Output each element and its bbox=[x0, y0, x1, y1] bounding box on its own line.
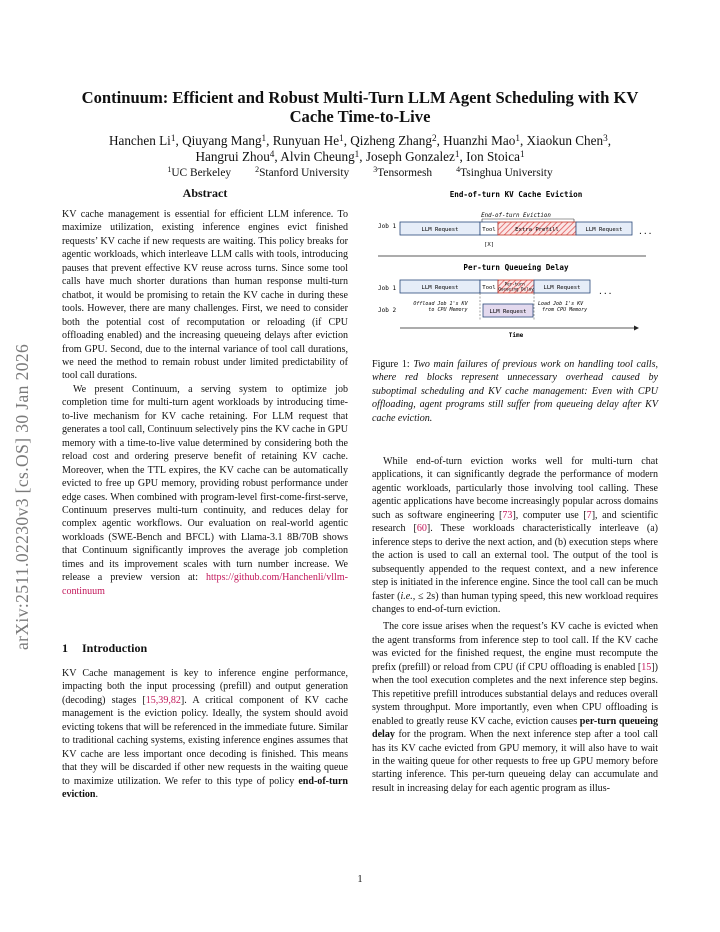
arxiv-identifier: arXiv:2511.02230v3 [cs.OS] 30 Jan 2026 bbox=[12, 343, 32, 650]
llm-request-label: LLM Request bbox=[543, 285, 581, 291]
author-list bbox=[60, 133, 660, 165]
right-text-g: ]) when the tool execution completes and the next inference step begins. This repetitive prefill introduces substantial delays and reduces overall system throughput. More importantly, even when CPU offloading is enabled to greatly reuse KV cache, eviction causes bbox=[372, 661, 658, 727]
page-number: 1 bbox=[357, 874, 363, 885]
right-text-e: ) than human typing speed, this new workload requires changes to end-of-turn eviction. bbox=[372, 590, 659, 615]
figure-1-diagram bbox=[366, 186, 660, 346]
load-note-line-1: Load Job 1's KV bbox=[538, 301, 584, 307]
llm-request-label: LLM Request bbox=[421, 285, 459, 291]
right-text-f: The core issue arises when the request’s KV cache is evicted when the agent transforms from inference step to tool call. If the KV cache was evicted for the finished request, the engine must recompute the prefix (prefill) or reload from CPU (if CPU offloading is enabled [ bbox=[372, 621, 658, 673]
job-1-label-panel-2: Job 1 bbox=[378, 285, 397, 292]
affiliation-marker: 1 bbox=[339, 132, 344, 143]
llm-request-label: LLM Request bbox=[489, 309, 527, 315]
affiliations bbox=[60, 167, 660, 179]
llm-request-label: LLM Request bbox=[585, 227, 623, 233]
affiliation-marker: 1 bbox=[354, 148, 360, 159]
ellipsis: ... bbox=[638, 227, 653, 236]
affiliation: $^1$UC Berkeley bbox=[167, 165, 232, 179]
caption-text: Two main failures of previous work on handling tool calls, where red blocks represent unnecessary overhead caused by suboptimal scheduling and KV cache management: Even with CPU offloading, agent programs still suffer from queueing delay after KV cache eviction. bbox=[372, 359, 658, 424]
right-paragraph-2 bbox=[372, 620, 658, 795]
time-axis-label: Time bbox=[508, 332, 524, 339]
author-name: Qizheng Zhang$^2$ bbox=[350, 132, 437, 148]
right-paragraph-1 bbox=[372, 455, 658, 616]
tool-label: Tool bbox=[482, 227, 496, 233]
offload-note-line-1: Offload Job 1's KV bbox=[413, 301, 468, 307]
tool-label: Tool bbox=[482, 285, 496, 291]
caption-label: Figure 1: bbox=[372, 359, 414, 370]
right-text-d: ]. These workloads characteristically interleave (a) inference steps to derive the next action, and (b) execution steps where the action is used to call an external tool. The output of the tool is subsequently appended to the request context, and a new inference step is initiated in the inference engine. Since the tool call can be much faster ( bbox=[372, 523, 658, 602]
affiliation-marker: 2 bbox=[255, 165, 260, 175]
affiliation: $^3$Tensormesh bbox=[373, 165, 433, 179]
section-title: Introduction bbox=[82, 641, 148, 655]
affiliation: $^2$Stanford University bbox=[255, 165, 350, 179]
extra-prefill-label: Extra Prefill bbox=[515, 227, 559, 233]
affiliation-marker: 1 bbox=[167, 165, 172, 175]
llm-request-label: LLM Request bbox=[421, 227, 459, 233]
right-column-body bbox=[372, 455, 658, 795]
queueing-delay-label-line-1: Per-turn bbox=[504, 281, 525, 287]
intro-text-a: KV Cache management is key to inference engine performance, impacting both the input processing (prefill) and output generation (decoding) stages [ bbox=[62, 668, 348, 706]
author-name: Alvin Cheung$^1$ bbox=[280, 148, 360, 164]
affiliation-marker: 4 bbox=[456, 165, 461, 175]
intro-text-end: . bbox=[95, 789, 98, 801]
section-heading-introduction bbox=[62, 641, 147, 656]
author-name: Joseph Gonzalez$^1$ bbox=[365, 148, 460, 164]
abstract-heading: Abstract bbox=[182, 186, 228, 200]
affiliation-marker: 1 bbox=[515, 132, 520, 143]
figure-1-caption bbox=[372, 358, 658, 425]
author-name: Huanzhi Mao$^1$ bbox=[443, 132, 520, 148]
abstract-paragraph-2 bbox=[62, 383, 348, 598]
right-text-b: ], computer use [ bbox=[512, 509, 587, 521]
citation-link[interactable]: 73 bbox=[502, 509, 513, 521]
abstract-paragraph-2-text: We present Continuum, a serving system to optimize job completion time for multi-turn agent workloads by introducing time-to-live mechanism for KV cache retaining. For LLM request that generates a tool call, Continuum selectively pins the KV cache in GPU memory with a time-to-live value determined by considering both the reload cost and ordering preserve benefit of retaining KV cache. Moreover, when the TTL expires, the KV cache can be automatically evicted to free up GPU memory, providing robust performance under edge cases. When combined with program-level first-come-first-serve, Continuum preserves multi-turn continuity, and reduces delay for complex agentic workflows. Our evaluation on real-world agentic workloads (SWE-Bench and BFCL) with Llama-3.1 8B/70B shows that Continuum significantly improves the average job completion times and its improvement scales with turn number increase. We release a preview version at: bbox=[62, 383, 348, 584]
bold-term: end-of-turn eviction bbox=[62, 775, 348, 801]
right-text-h: for the program. When the next inference step after a tool call has its KV cache evicted from GPU memory, it will also have to wait in the waiting queue for other requests to free up GPU memory before starting inference. This per-turn queueing delay can accumulate and result in increasing delay for each agentic program as illus- bbox=[372, 729, 658, 794]
offload-note-line-2: to CPU Memory bbox=[428, 307, 468, 313]
job-1-label-panel-1: Job 1 bbox=[378, 223, 397, 230]
citation-link[interactable]: 7 bbox=[586, 509, 592, 521]
abstract-paragraph-1: KV cache management is essential for efficient LLM inference. To maximize utilization, existing inference engines evict finished requests’ KV cache if new requests are waiting. This policy breaks for agentic workloads, which interleave LLM calls with tools, introducing pauses that prevent effective KV reuse across turns. Since some tool calls have much shorter durations than human response multi-turn chatbot, it would be promising to retain the KV cache in during these tools. However, there are many challenges. First, we need to consider both the potential cost of recomputation or reloading (if CPU offloading enabled) and the increasing queueing delays after eviction from GPU. Second, due to the internal variance of tool call durations, we need the method to remain robust under limited predictability of tool call durations. bbox=[62, 209, 348, 382]
author-line-1: Hanchen Li$^1$, Qiuyang Mang$^1$, Runyuan He$^1$, Qizheng Zhang$^2$, Huanzhi Mao$^1$, Xiaokun Chen$^3$, bbox=[108, 132, 612, 148]
intro-paragraph-1 bbox=[62, 667, 348, 802]
citation-link[interactable]: 60 bbox=[416, 523, 427, 535]
section-number: 1 bbox=[62, 641, 68, 655]
affiliation-marker: 1 bbox=[261, 132, 267, 143]
affiliation-marker: 3 bbox=[373, 165, 378, 175]
author-name: Hangrui Zhou$^4$ bbox=[195, 148, 275, 164]
load-note-line-2: from CPU Memory bbox=[542, 307, 588, 313]
panel-1-annotation: End-of-turn Eviction bbox=[481, 213, 551, 219]
affiliation-marker: 1 bbox=[454, 148, 460, 159]
load-note bbox=[538, 301, 587, 313]
bold-term: per-turn queueing delay bbox=[372, 715, 658, 741]
panel-1-title: End-of-turn KV Cache Eviction bbox=[449, 190, 583, 199]
intro-text-b: ]. A critical component of KV cache management is the eviction policy. Ideally, the system should avoid evicting tokens that will be referenced in the immediate future. Similar to traditional caching systems, existing inference engines assumes that KV cache are less important once decoding is finished. This means that they will be discarded if other new requests in the waiting queue to maximize utilization. We refer to this type of policy bbox=[62, 694, 348, 787]
math-expression: ≤ 2s bbox=[415, 590, 436, 602]
paper-title: Continuum: Efficient and Robust Multi-Turn LLM Agent Scheduling with KV Cache Time-to-Live bbox=[81, 88, 639, 126]
abstract-body bbox=[62, 208, 348, 598]
x-marker: [X] bbox=[484, 242, 495, 248]
author-name: Hanchen Li$^1$ bbox=[108, 132, 176, 148]
citation-link[interactable]: 15,39,82 bbox=[145, 694, 181, 706]
author-name: Ion Stoica$^1$ bbox=[466, 148, 525, 164]
affiliation-marker: 3 bbox=[603, 132, 608, 143]
ie-abbrev: i.e., bbox=[400, 590, 416, 602]
job-2-label: Job 2 bbox=[378, 307, 397, 314]
panel-2-title: Per-turn Queueing Delay bbox=[463, 263, 569, 272]
author-name: Runyuan He$^1$ bbox=[272, 132, 344, 148]
github-link[interactable]: https://github.com/Hanchenli/vllm-continuum bbox=[62, 572, 348, 597]
ellipsis: ... bbox=[598, 287, 613, 296]
author-line-2: Hangrui Zhou$^4$, Alvin Cheung$^1$, Joseph Gonzalez$^1$, Ion Stoica$^1$ bbox=[195, 148, 525, 164]
affiliation-marker: 2 bbox=[431, 132, 437, 143]
author-name: Xiaokun Chen$^3$ bbox=[526, 132, 608, 148]
citation-link[interactable]: 15 bbox=[641, 661, 652, 673]
offload-note bbox=[413, 301, 470, 313]
right-text-c: ], and scientific research [ bbox=[372, 509, 658, 535]
affiliation-marker: 1 bbox=[519, 148, 525, 159]
queueing-delay-label-line-2: Queueing Delay bbox=[498, 286, 534, 292]
intro-body bbox=[62, 667, 348, 802]
affiliation-marker: 1 bbox=[170, 132, 176, 143]
right-text-a: While end-of-turn eviction works well for multi-turn chat applications, it can significantly degrade the performance of modern agentic workloads, particularly those involving tool calling. These agentic applications have become increasingly popular across domains such as software engineering [ bbox=[372, 456, 658, 521]
affiliation-marker: 4 bbox=[269, 148, 275, 159]
author-name: Qiuyang Mang$^1$ bbox=[182, 132, 267, 148]
affiliation: $^4$Tsinghua University bbox=[456, 165, 553, 179]
time-axis-arrow bbox=[634, 326, 639, 331]
